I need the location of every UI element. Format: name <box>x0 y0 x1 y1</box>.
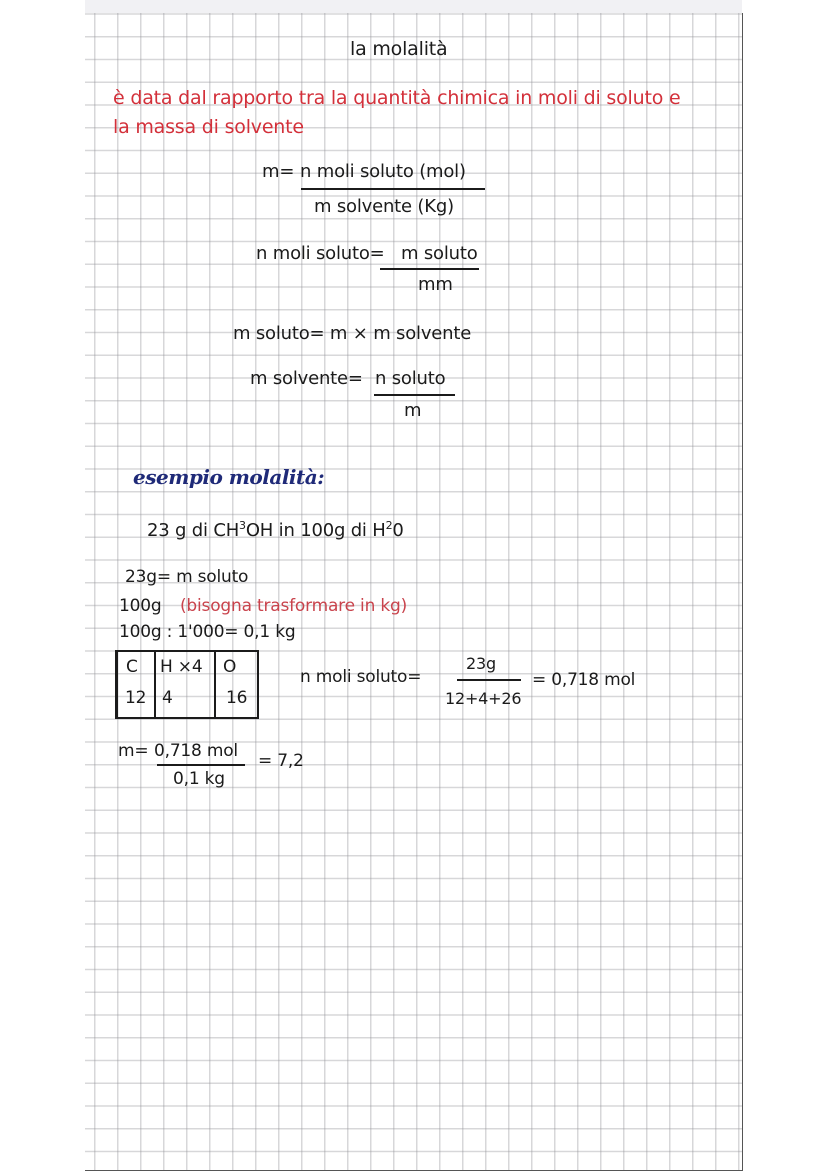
calc-numerator: 23g <box>466 654 496 673</box>
superscript: 3 <box>239 519 246 532</box>
superscript: 2 <box>385 519 393 532</box>
table-cell: 4 <box>162 688 173 708</box>
table-header: C <box>126 657 138 677</box>
example-statement <box>147 520 404 540</box>
formula-denominator: mm <box>418 274 453 295</box>
formula-mass-solute: m soluto= m × m solvente <box>233 323 472 344</box>
step-conversion: 100g : 1'000= 0,1 kg <box>119 622 296 642</box>
formula-numerator: n soluto <box>375 368 446 389</box>
statement-part: 0 <box>392 520 404 541</box>
table-divider <box>154 650 156 719</box>
step-note: (bisogna trasformare in kg) <box>180 596 408 616</box>
step-mass-solvent: 100g <box>119 596 162 616</box>
calc-denominator: 0,1 kg <box>173 769 225 789</box>
definition-line-2: la massa di solvente <box>113 116 304 138</box>
statement-part: 23 g di CH <box>147 520 240 541</box>
formula-denominator: m <box>404 400 422 421</box>
formula-lhs: m solvente= <box>250 368 363 389</box>
formula-lhs: m= <box>262 161 295 182</box>
table-divider <box>214 650 216 719</box>
top-strip <box>85 0 742 13</box>
formula-lhs: n moli soluto= <box>256 243 385 264</box>
table-border <box>118 650 257 652</box>
table-header: O <box>223 657 237 677</box>
table-header: H ×4 <box>160 657 203 677</box>
calc-result: = 7,2 <box>258 751 304 771</box>
page-title: la molalità <box>350 38 448 60</box>
calc-numerator: 0,718 mol <box>154 741 238 761</box>
step-mass-solute: 23g= m soluto <box>125 567 249 587</box>
fraction-bar <box>374 394 455 396</box>
formula-numerator: n moli soluto (mol) <box>300 161 466 182</box>
table-border <box>118 717 257 719</box>
grid-paper <box>85 13 743 1171</box>
fraction-bar <box>380 268 479 270</box>
fraction-bar <box>457 679 521 681</box>
calc-result: = 0,718 mol <box>532 670 636 690</box>
definition-line-1: è data dal rapporto tra la quantità chimica in moli di soluto e <box>113 87 681 109</box>
calc-lhs: m= <box>118 741 149 761</box>
calc-denominator: 12+4+26 <box>445 689 522 708</box>
formula-numerator: m soluto <box>401 243 478 264</box>
calc-lhs: n moli soluto= <box>300 667 422 687</box>
fraction-bar <box>301 188 485 190</box>
example-heading: esempio molalità: <box>133 465 325 489</box>
formula-denominator: m solvente (Kg) <box>314 196 454 217</box>
fraction-bar <box>157 764 245 766</box>
table-cell: 16 <box>226 688 248 708</box>
table-cell: 12 <box>125 688 147 708</box>
statement-part: OH in 100g di H <box>245 520 386 541</box>
molar-mass-table <box>115 650 259 719</box>
